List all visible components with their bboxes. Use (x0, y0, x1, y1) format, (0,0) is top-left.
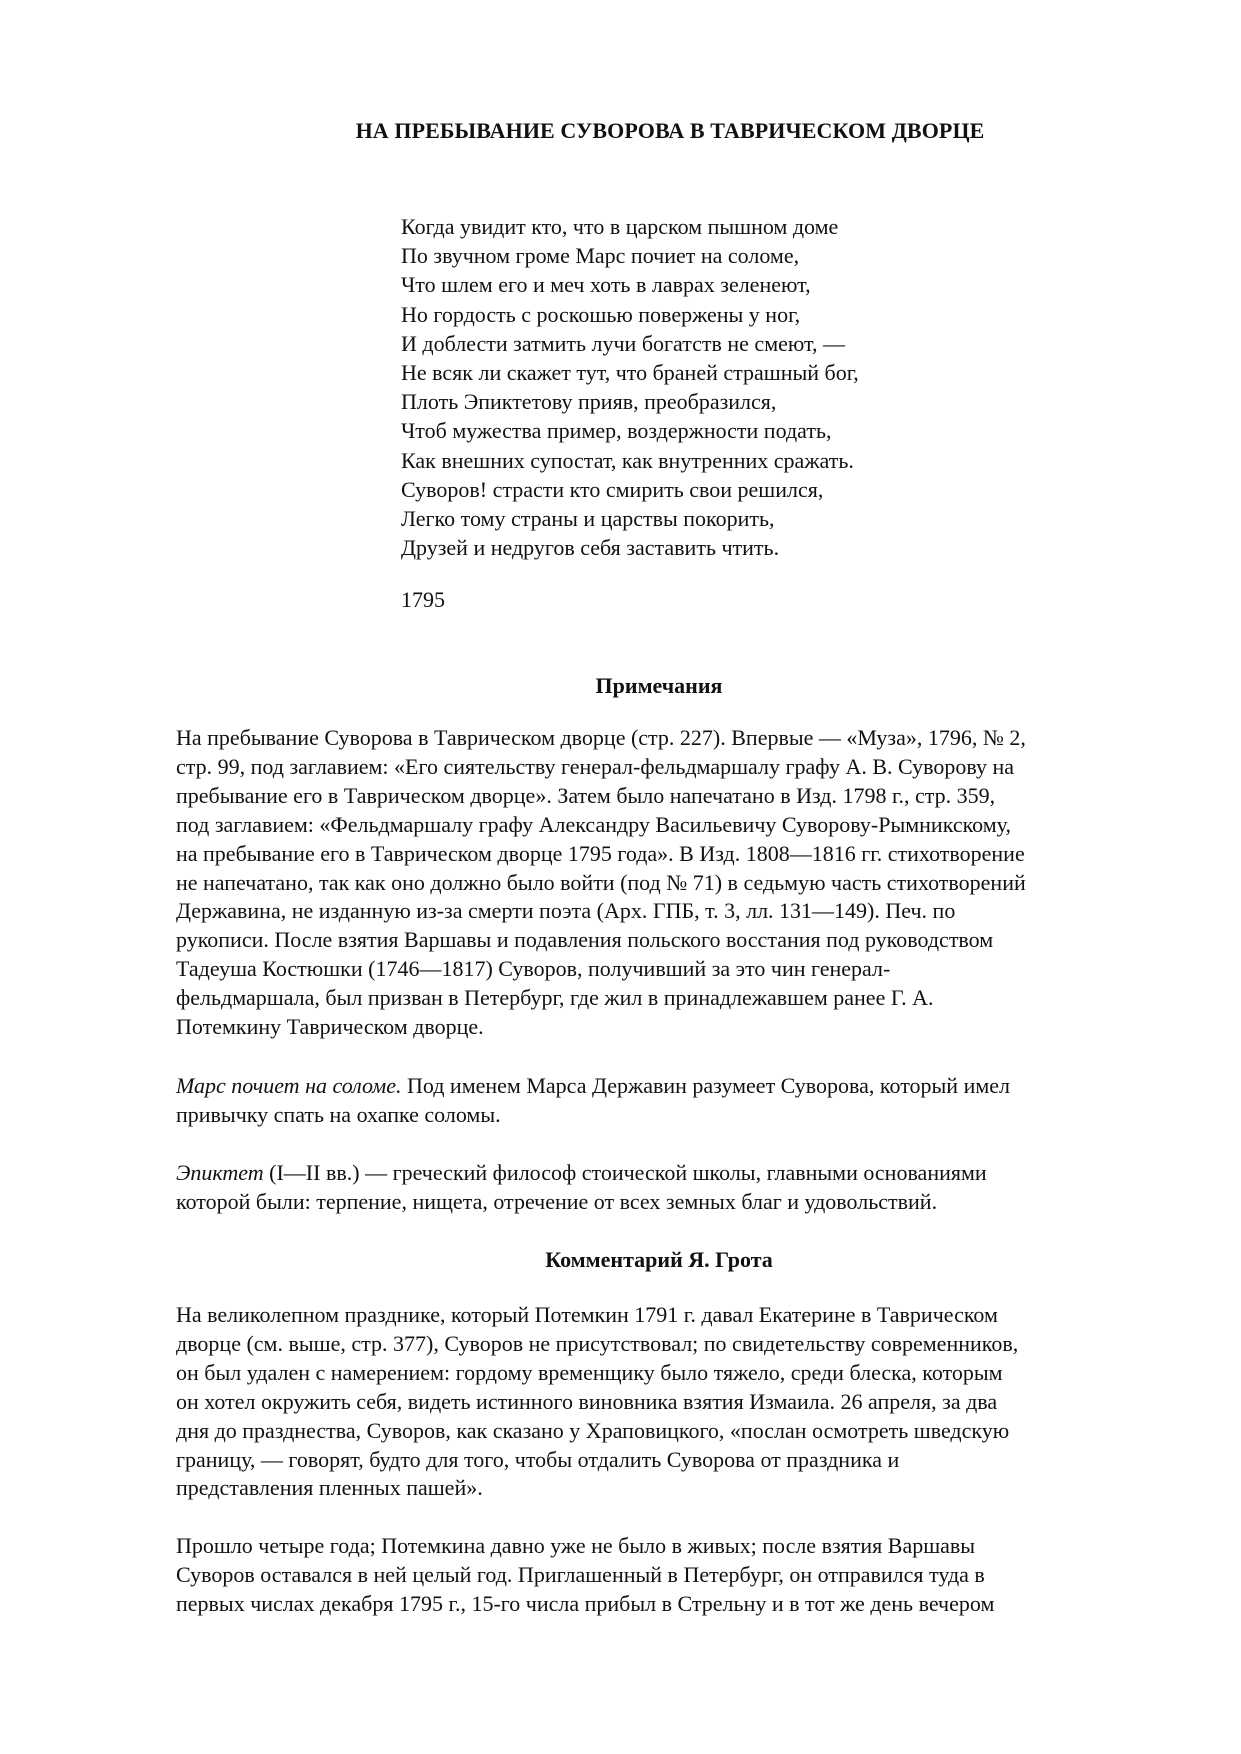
paragraph-line: Державина, не изданную из-за смерти поэта (Арх. ГПБ, т. 3, лл. 131—149). Печ. по (176, 898, 956, 924)
paragraph-line: привычку спать на охапке соломы. (176, 1101, 501, 1127)
paragraph-line: он хотел окружить себя, видеть истинного виновника взятия Измаила. 26 апреля, за два (176, 1388, 998, 1414)
poem-title: НА ПРЕБЫВАНИЕ СУВОРОВА В ТАВРИЧЕСКОМ ДВОРЦЕ (355, 118, 985, 143)
paragraph-line: рукописи. После взятия Варшавы и подавления польского восстания под руководством (176, 927, 994, 953)
paragraph-line: На пребывание Суворова в Таврическом дворце (стр. 227). Впервые — «Муза», 1796, № 2, (176, 725, 1026, 750)
paragraph-text: Под именем Марса Державин разумеет Суворова, который имел (401, 1073, 1011, 1098)
paragraph-line: Потемкину Таврическом дворце. (176, 1014, 484, 1040)
paragraph-line: первых числах декабря 1795 г., 15-го числа прибыл в Стрельну и в тот же день вечером (176, 1590, 995, 1616)
paragraph-line: дворце (см. выше, стр. 377), Суворов не присутствовал; по свидетельству современников, (176, 1330, 1019, 1356)
paragraph-line: фельдмаршала, был призван в Петербург, где жил в принадлежавшем ранее Г. А. (176, 985, 934, 1011)
paragraph-line (176, 1159, 1166, 1188)
poem-line: Друзей и недругов себя заставить чтить. (401, 535, 780, 561)
poem-line: И доблести затмить лучи богатств не смеют, — (401, 330, 845, 356)
poem-line: Когда увидит кто, что в царском пышном доме (401, 214, 839, 239)
commentary-paragraph-1 (176, 1301, 1166, 1503)
poem-line: Не всяк ли скажет тут, что браней страшный бог, (401, 360, 859, 386)
paragraph-line: стр. 99, под заглавием: «Его сиятельству генерал-фельдмаршалу графу А. В. Суворову на (176, 753, 1015, 779)
paragraph-line: представления пленных пашей». (176, 1475, 483, 1501)
notes-paragraph-1 (176, 724, 1166, 1042)
paragraph-line: Тадеуша Костюшки (1746—1817) Суворов, получивший за это чин генерал- (176, 956, 891, 982)
poem-line: Чтоб мужества пример, воздержности подать, (401, 418, 832, 444)
paragraph-line: границу, — говорят, будто для того, чтобы отдалить Суворова от праздника и (176, 1446, 900, 1472)
notes-paragraph-3 (176, 1159, 1166, 1217)
poem-body (401, 212, 1001, 562)
poem-line: Плоть Эпиктетову прияв, преобразился, (401, 389, 777, 415)
paragraph-line: Суворов оставался в ней целый год. Приглашенный в Петербург, он отправился туда в (176, 1561, 985, 1587)
paragraph-line: пребывание его в Таврическом дворце». Затем было напечатано в Изд. 1798 г., стр. 359, (176, 782, 996, 808)
poem-line: По звучном громе Марс почиет на соломе, (401, 243, 800, 269)
poem-line: Но гордость с роскошью повержены у ног, (401, 301, 801, 327)
commentary-heading: Комментарий Я. Грота (545, 1247, 773, 1272)
notes-heading: Примечания (595, 673, 723, 698)
paragraph-line: Прошло четыре года; Потемкина давно уже не было в живых; после взятия Варшавы (176, 1533, 976, 1558)
paragraph-line: На великолепном празднике, который Потемкин 1791 г. давал Екатерине в Таврическом (176, 1302, 998, 1327)
paragraph-line: на пребывание его в Таврическом дворце 1795 года». В Изд. 1808—1816 гг. стихотворение (176, 840, 1025, 866)
italic-term: Эпиктет (176, 1160, 264, 1185)
notes-paragraph-2 (176, 1072, 1166, 1130)
paragraph-line: которой были: терпение, нищета, отречение от всех земных благ и удовольствий. (176, 1188, 938, 1214)
paragraph-text: (I—II вв.) — греческий философ стоической школы, главными основаниями (263, 1160, 987, 1185)
paragraph-line (176, 1072, 1166, 1101)
poem-line: Легко тому страны и царствы покорить, (401, 506, 775, 532)
poem-line: Как внешних супостат, как внутренних сражать. (401, 447, 854, 473)
italic-term: Марс почиет на соломе. (176, 1073, 402, 1098)
paragraph-line: под заглавием: «Фельдмаршалу графу Александру Васильевичу Суворову-Рымникскому, (176, 811, 1011, 837)
paragraph-line: он был удален с намерением: гордому временщику было тяжело, среди блеска, которым (176, 1359, 1003, 1385)
commentary-paragraph-2 (176, 1532, 1166, 1619)
poem-line: Что шлем его и меч хоть в лаврах зеленеют, (401, 272, 811, 298)
poem-year: 1795 (401, 587, 445, 612)
poem-line: Суворов! страсти кто смирить свои решился, (401, 476, 824, 502)
paragraph-line: дня до празднества, Суворов, как сказано у Храповицкого, «послан осмотреть шведскую (176, 1417, 1010, 1443)
paragraph-line: не напечатано, так как оно должно было войти (под № 71) в седьмую часть стихотворений (176, 869, 1026, 895)
